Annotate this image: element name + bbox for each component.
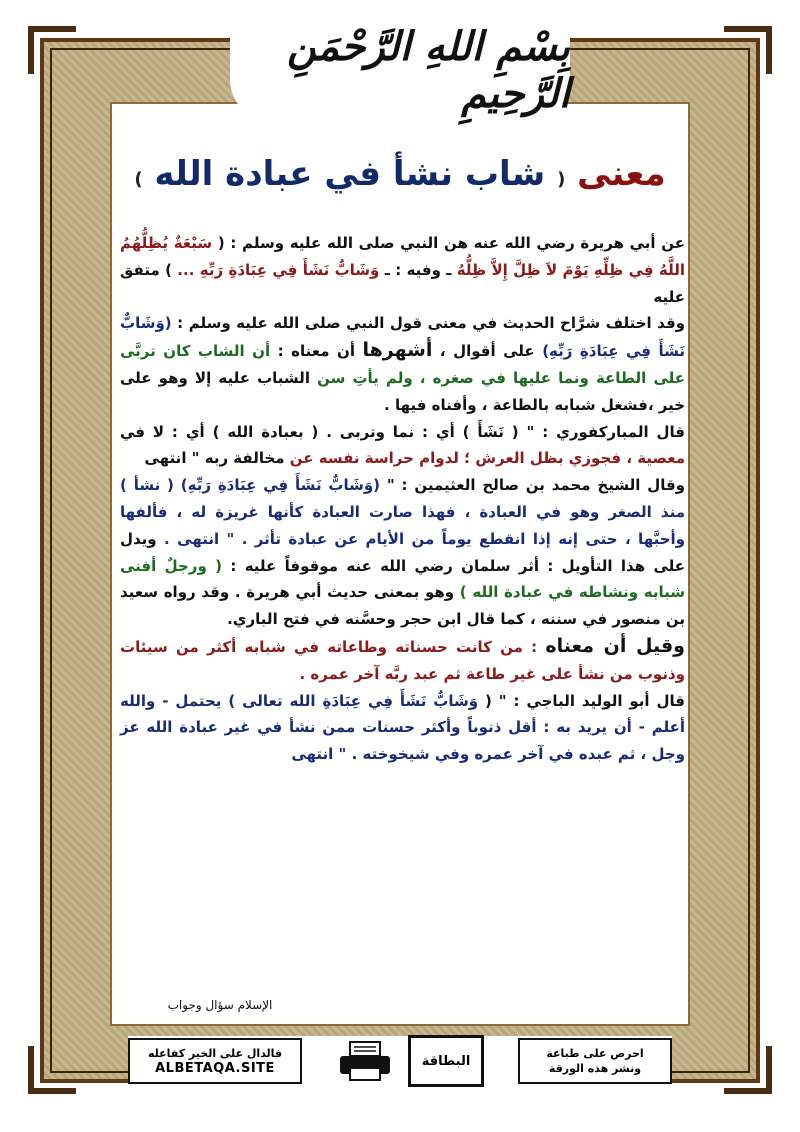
p2-emphasis: أشهرها bbox=[362, 339, 433, 362]
p1-mid: ـ وفيه : ـ bbox=[384, 260, 452, 279]
p4-quote: ( نشأ ) منذ الصغر وهو في العبادة ، فهذا صارت العبادة كأنها غريزة له ، فألفها وأحبَّها ، حتى إنه إذا انقطع يوماً من الأيام عن عبادة تأثر . " انتهى . bbox=[120, 476, 685, 548]
page-title bbox=[112, 150, 688, 204]
p2-hadith: (وَشَابٌّ نَشَأَ فِي عِبَادَةِ رَبِّهِ) bbox=[120, 314, 685, 361]
footer-bar bbox=[128, 1036, 672, 1086]
footer-site-link[interactable]: ALBETAQA.SITE bbox=[155, 1061, 275, 1076]
p2-intro: وقد اختلف شرَّاح الحديث في معنى قول النبي صلى الله عليه وسلم : bbox=[177, 314, 685, 333]
p2-explanation: أن الشاب كان تربَّى على الطاعة ونما عليها في صغره ، ولم يأتِ سن bbox=[120, 342, 685, 387]
frame-corner-top-left bbox=[28, 26, 76, 74]
p2-mid: على أقوال ، bbox=[439, 342, 535, 361]
printer-icon bbox=[336, 1040, 394, 1082]
p4-evidence: ويدل على هذا التأويل : أثر سلمان رضي الله عنه موقوفاً عليه : bbox=[120, 529, 685, 575]
p1-end: ) متفق عليه bbox=[120, 260, 685, 306]
p1-intro: عن أبي هريرة رضي الله عنه هن النبي صلى الله عليه وسلم : ( bbox=[217, 234, 685, 252]
paragraph-5 bbox=[120, 633, 685, 688]
p4-hadith: (وَشَابٌّ نَشَأَ فِي عِبَادَةِ رَبِّهِ) bbox=[180, 476, 381, 495]
p2-explanation-end: الشباب عليه إلا وهو على خير ،فشغل شبابه بالطاعة ، وأفناه فيها . bbox=[120, 368, 685, 414]
footer-site-box bbox=[128, 1038, 302, 1084]
p4-intro: وقال الشيخ محمد بن صالح العثيمين : " bbox=[386, 476, 685, 495]
albetaqa-logo: البطاقة bbox=[408, 1035, 484, 1087]
footer-logo-area bbox=[336, 1035, 484, 1087]
p1-hadith-2: وَشَابٌّ نَشَأَ فِي عِبَادَةِ رَبِّهِ ... bbox=[177, 260, 380, 279]
paragraph-6 bbox=[120, 688, 685, 768]
basmala-header bbox=[230, 20, 570, 120]
title-close-paren: ) bbox=[134, 169, 143, 190]
p5-body: : من كانت حسناته وطاعاته في شبابه أكثر من سيئات وذنوب من نشأ على غير طاعة ثم عبد ربَّه آخر عمره . bbox=[120, 637, 685, 683]
paragraph-3 bbox=[120, 419, 685, 473]
paragraph-1 bbox=[120, 230, 685, 310]
p5-emphasis: وقيل أن معناه bbox=[545, 634, 685, 657]
paragraph-4 bbox=[120, 472, 685, 633]
source-credit: الإسلام سؤال وجواب bbox=[167, 998, 273, 1012]
p4-end: وهو بمعنى حديث أبي هريرة . وقد رواه سعيد بن منصور في سننه ، كما قال ابن حجر وحسَّنه في فتح الباري. bbox=[120, 583, 685, 629]
footer-print-line2: ونشر هذه الورقة bbox=[548, 1062, 642, 1075]
p6-body: ) يحتمل - والله أعلم - أن يريد به : أقل ذنوباً وأكثر حسنات ممن نشأ في غير عبادة الله عز وجل ، ثم عبده في آخر عمره وفي شيخوخته . " انتهى bbox=[120, 691, 685, 764]
title-part1: معنى bbox=[577, 154, 666, 194]
frame-corner-top-right bbox=[724, 26, 772, 74]
footer-proverb: فالدال على الخير كفاعله bbox=[147, 1047, 283, 1060]
footer-print-box bbox=[518, 1038, 672, 1084]
frame-corner-bottom-left bbox=[28, 1046, 76, 1094]
title-part2: شاب نشأ في عبادة الله bbox=[154, 154, 546, 194]
article-body bbox=[120, 230, 685, 950]
frame-corner-bottom-right bbox=[724, 1046, 772, 1094]
basmala-calligraphy: بِسْمِ اللهِ الرَّحْمَنِ الرَّحِيمِ bbox=[287, 23, 570, 117]
p3-intro: قال المباركفوري : " ( نَشَأَ ) أي : نما وتربى . ( بعبادة الله ) أي : لا في bbox=[120, 422, 685, 441]
paragraph-2 bbox=[120, 310, 685, 418]
title-open-paren: ( bbox=[557, 169, 566, 190]
p1-hadith: سَبْعَةٌ يُظِلُّهُمُ اللَّهُ فِي ظِلِّهِ يَوْمَ لاَ ظِلَّ إِلاَّ ظِلُّهُ bbox=[120, 234, 685, 279]
p4-athar: ( ورجلٌ أفنى شبابه ونشاطه في عبادة الله ) bbox=[120, 556, 685, 602]
p3-body: معصية ، فجوزي بظل العرش ؛ لدوام حراسة نفسه عن bbox=[289, 449, 685, 468]
p3-end: مخالفة ربه " انتهى bbox=[144, 449, 285, 468]
p6-hadith: وَشَابٌّ نَشَأَ فِي عِبَادَةِ الله تعالى bbox=[242, 691, 479, 710]
p6-intro: قال أبو الوليد الباجي : " ( bbox=[485, 691, 685, 710]
footer-print-line1: احرص على طباعة bbox=[546, 1047, 644, 1060]
p2-meaning: أن معناه : bbox=[277, 342, 355, 361]
